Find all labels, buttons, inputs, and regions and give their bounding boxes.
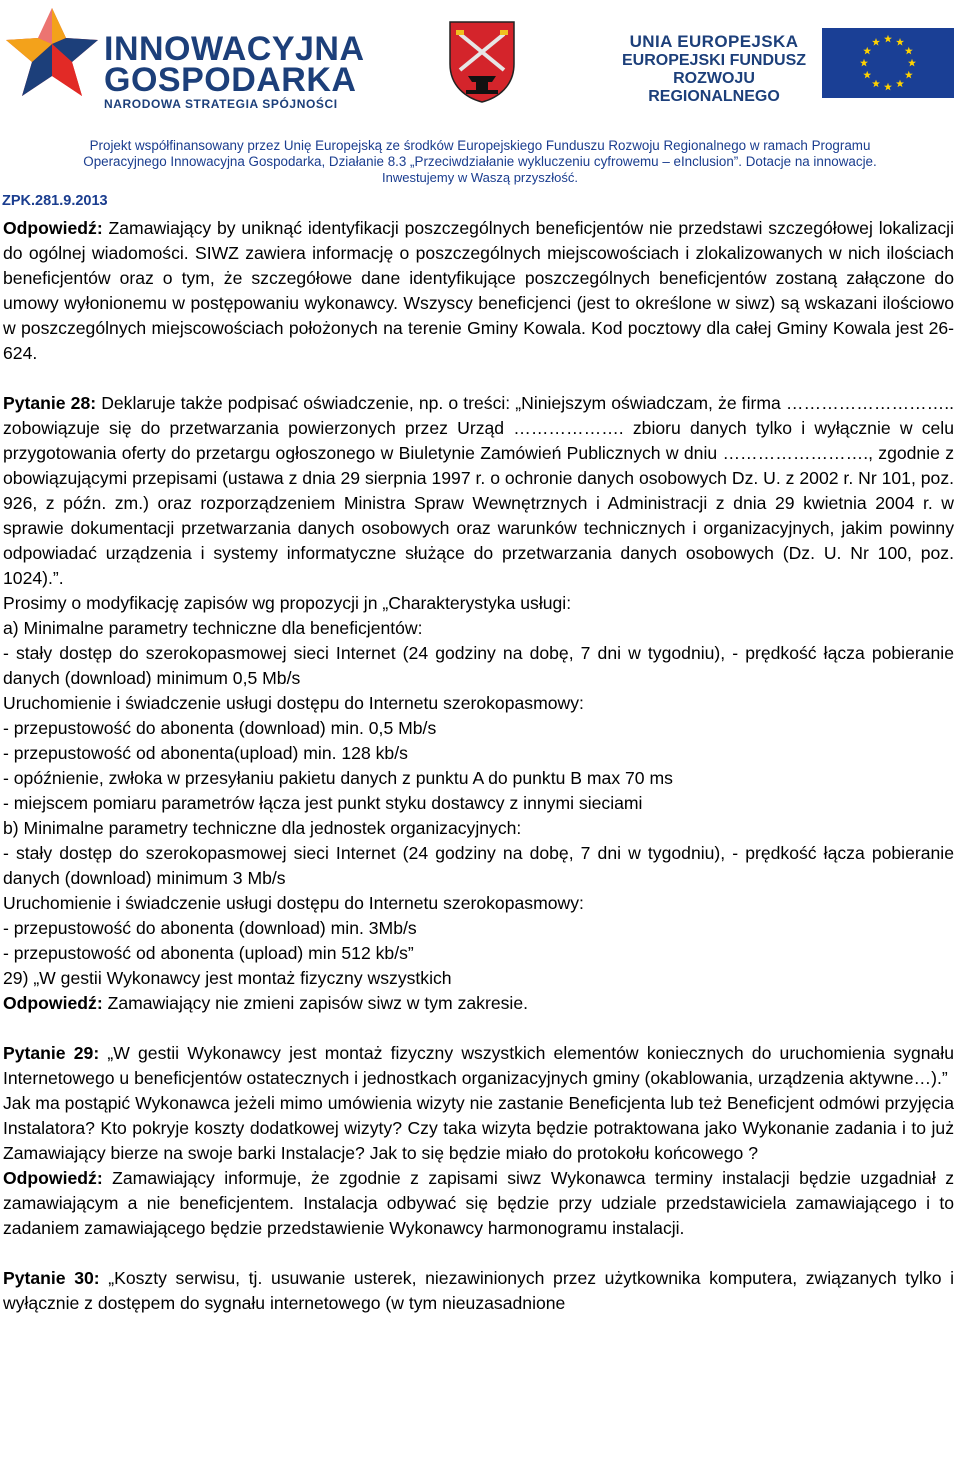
section-a-heading: a) Minimalne parametry techniczne dla beneficjentów: — [3, 618, 423, 638]
ig-logo-line2: GOSPODARKA — [104, 61, 357, 99]
section-b-speed: - stały dostęp do szerokopasmowej sieci Internet (24 godziny na dobę, 7 dni w tygodniu), - prędkość łącza pobieranie danych (download) minimum 3 Mb/s — [3, 843, 954, 888]
ig-logo-line1: INNOWACYJNA — [104, 30, 365, 68]
question-label: Pytanie 29: — [3, 1043, 100, 1063]
innowacyjna-gospodarka-logo — [4, 4, 365, 112]
answer-label: Odpowiedź: — [3, 1168, 103, 1188]
question-label: Pytanie 28: — [3, 393, 97, 413]
eu-logo-text — [612, 32, 816, 106]
kowala-coat-of-arms-icon — [448, 20, 516, 104]
project-line2: Operacyjnego Innowacyjna Gospodarka, Działanie 8.3 „Przeciwdziałanie wykluczeniu cyfrowemu – eInclusion”. Dotacje na innowacje. — [83, 154, 877, 169]
section-b-heading: b) Minimalne parametry techniczne dla jednostek organizacyjnych: — [3, 818, 522, 838]
section-a-line: - miejscem pomiaru parametrów łącza jest punkt styku dostawcy z innymi sieciami — [3, 793, 643, 813]
question-30 — [3, 1266, 954, 1316]
request-intro: Prosimy o modyfikację zapisów wg propozycji jn „Charakterystyka usługi: — [3, 593, 572, 613]
question-28 — [3, 391, 954, 591]
question-label: Pytanie 30: — [3, 1268, 100, 1288]
question-29-continued: Jak ma postąpić Wykonawca jeżeli mimo umówienia wizyty nie zastanie Beneficjenta lub też Beneficjent odmówi przyjęcia Instalatora? Kto pokryje koszty dodatkowej wizyty? Czy taka wizyta będzie potraktowana jako Wykonanie zadania i to już Zamawiający bierze na swoje barki Instalacje? Jak to się będzie miało do protokołu końcowego ? — [3, 1093, 954, 1163]
section-b-line: - przepustowość od abonenta (upload) min 512 kb/s” — [3, 943, 414, 963]
section-a-line: - opóźnienie, zwłoka w przesyłaniu pakietu danych z punktu A do punktu B max 70 ms — [3, 768, 673, 788]
answer-label: Odpowiedź: — [3, 218, 103, 238]
section-b-line: - przepustowość do abonenta (download) min. 3Mb/s — [3, 918, 417, 938]
eu-flag-icon — [822, 28, 954, 98]
section-a-line: - przepustowość do abonenta (download) min. 0,5 Mb/s — [3, 718, 437, 738]
header-logos — [0, 0, 960, 118]
answer-27 — [3, 216, 954, 366]
section-b-line: 29) „W gestii Wykonawcy jest montaż fizyczny wszystkich — [3, 968, 452, 988]
reference-number: ZPK.281.9.2013 — [2, 193, 108, 209]
project-line3: Inwestujemy w Waszą przyszłość. — [381, 170, 578, 185]
question-text: „Koszty serwisu, tj. usuwanie usterek, niezawinionych przez użytkownika komputera, związanych tylko i wyłącznie z dostępem do sygnału internetowego (w tym nieuzasadnione — [3, 1268, 954, 1313]
answer-text: Zamawiający by uniknąć identyfikacji poszczególnych beneficjentów nie przedstawi szczegółowej lokalizacji do ogólnej wiadomości. SIWZ zawiera informację o poszczególnych miejscowościach i zlokalizowanych w nich ilościach beneficjentów oraz o tym, że szczegółowe dane identyfikujące poszczególnych beneficjentów zostaną załączone do umowy wyłonionemu w postępowaniu wykonawcy. Wszyscy beneficjenci (jest to określone w siwz) są wskazani ilościowo w poszczególnych miejscowościach położonych na terenie Gminy Kowala. Kod pocztowy dla całej Gminy Kowala jest 26-624. — [3, 218, 954, 363]
ig-star-emblem — [4, 4, 100, 112]
question-text: „W gestii Wykonawcy jest montaż fizyczny wszystkich elementów koniecznych do uruchomienia sygnału Internetowego u beneficjentów ostatecznych i jednostkach organizacyjnych gminy (okablowania, urządzenia aktywne…).” — [3, 1043, 954, 1088]
answer-text: Zamawiający informuje, że zgodnie z zapisami siwz Wykonawca terminy instalacji będzie uzgadniał z zamawiającym a nie beneficjentem. Instalacja odbywać się będzie przy udziale przedstawiciela zamawiającego i to zadaniem zamawiającego będzie przedstawienie Wykonawcy harmonogramu instalacji. — [3, 1168, 954, 1238]
answer-28 — [3, 991, 954, 1016]
answer-text: Zamawiający nie zmieni zapisów siwz w tym zakresie. — [102, 993, 528, 1013]
question-text: Deklaruje także podpisać oświadczenie, np. o treści: „Niniejszym oświadczam, że firma ……………………….. zobowiązuje się do przetwarzania powierzonych przez Urząd ………………. zbioru danych tylko i wyłącznie w celu przygotowania oferty do przetargu ogłoszonego w Biuletynie Zamówień Publicznych w dniu ……………………., zgodnie z obowiązującymi przepisami (ustawa z dnia 29 sierpnia 1997 r. o ochronie danych osobowych Dz. U. z 2002 r. Nr 101, poz. 926, z późn. zm.) oraz rozporządzeniem Ministra Spraw Wewnętrznych i Administracji z dnia 29 kwietnia 2004 r. w sprawie dokumentacji przetwarzania danych osobowych oraz warunków technicznych i organizacyjnych, jakim powinny odpowiadać urządzenia i systemy informatyczne służące do przetwarzania danych osobowych (Dz. U. Nr 100, poz. 1024).”. — [3, 393, 954, 588]
document-body — [3, 216, 954, 1316]
ig-logo-subtitle: NARODOWA STRATEGIA SPÓJNOŚCI — [104, 97, 338, 111]
answer-29 — [3, 1166, 954, 1241]
section-a-line: - przepustowość od abonenta(upload) min. 128 kb/s — [3, 743, 408, 763]
eu-logo-line2: EUROPEJSKI FUNDUSZ — [621, 52, 807, 69]
section-b-line: Uruchomienie i świadczenie usługi dostępu do Internetu szerokopasmowy: — [3, 893, 584, 913]
ig-logo-title — [104, 30, 365, 99]
answer-label: Odpowiedź: — [3, 993, 103, 1013]
eu-logo-line3: ROZWOJU REGIONALNEGO — [648, 70, 780, 105]
eu-logo-line1: UNIA EUROPEJSKA — [629, 32, 799, 51]
project-line1: Projekt współfinansowany przez Unię Europejską ze środków Europejskiego Funduszu Rozwoju Regionalnego w ramach Programu — [89, 138, 871, 153]
section-a-speed: - stały dostęp do szerokopasmowej sieci Internet (24 godziny na dobę, 7 dni w tygodniu), - prędkość łącza pobieranie danych (download) minimum 0,5 Mb/s — [3, 643, 954, 688]
question-29 — [3, 1041, 954, 1091]
section-a-line: Uruchomienie i świadczenie usługi dostępu do Internetu szerokopasmowy: — [3, 693, 584, 713]
project-cofinancing-note — [0, 138, 960, 186]
eu-erdf-logo — [612, 28, 956, 105]
